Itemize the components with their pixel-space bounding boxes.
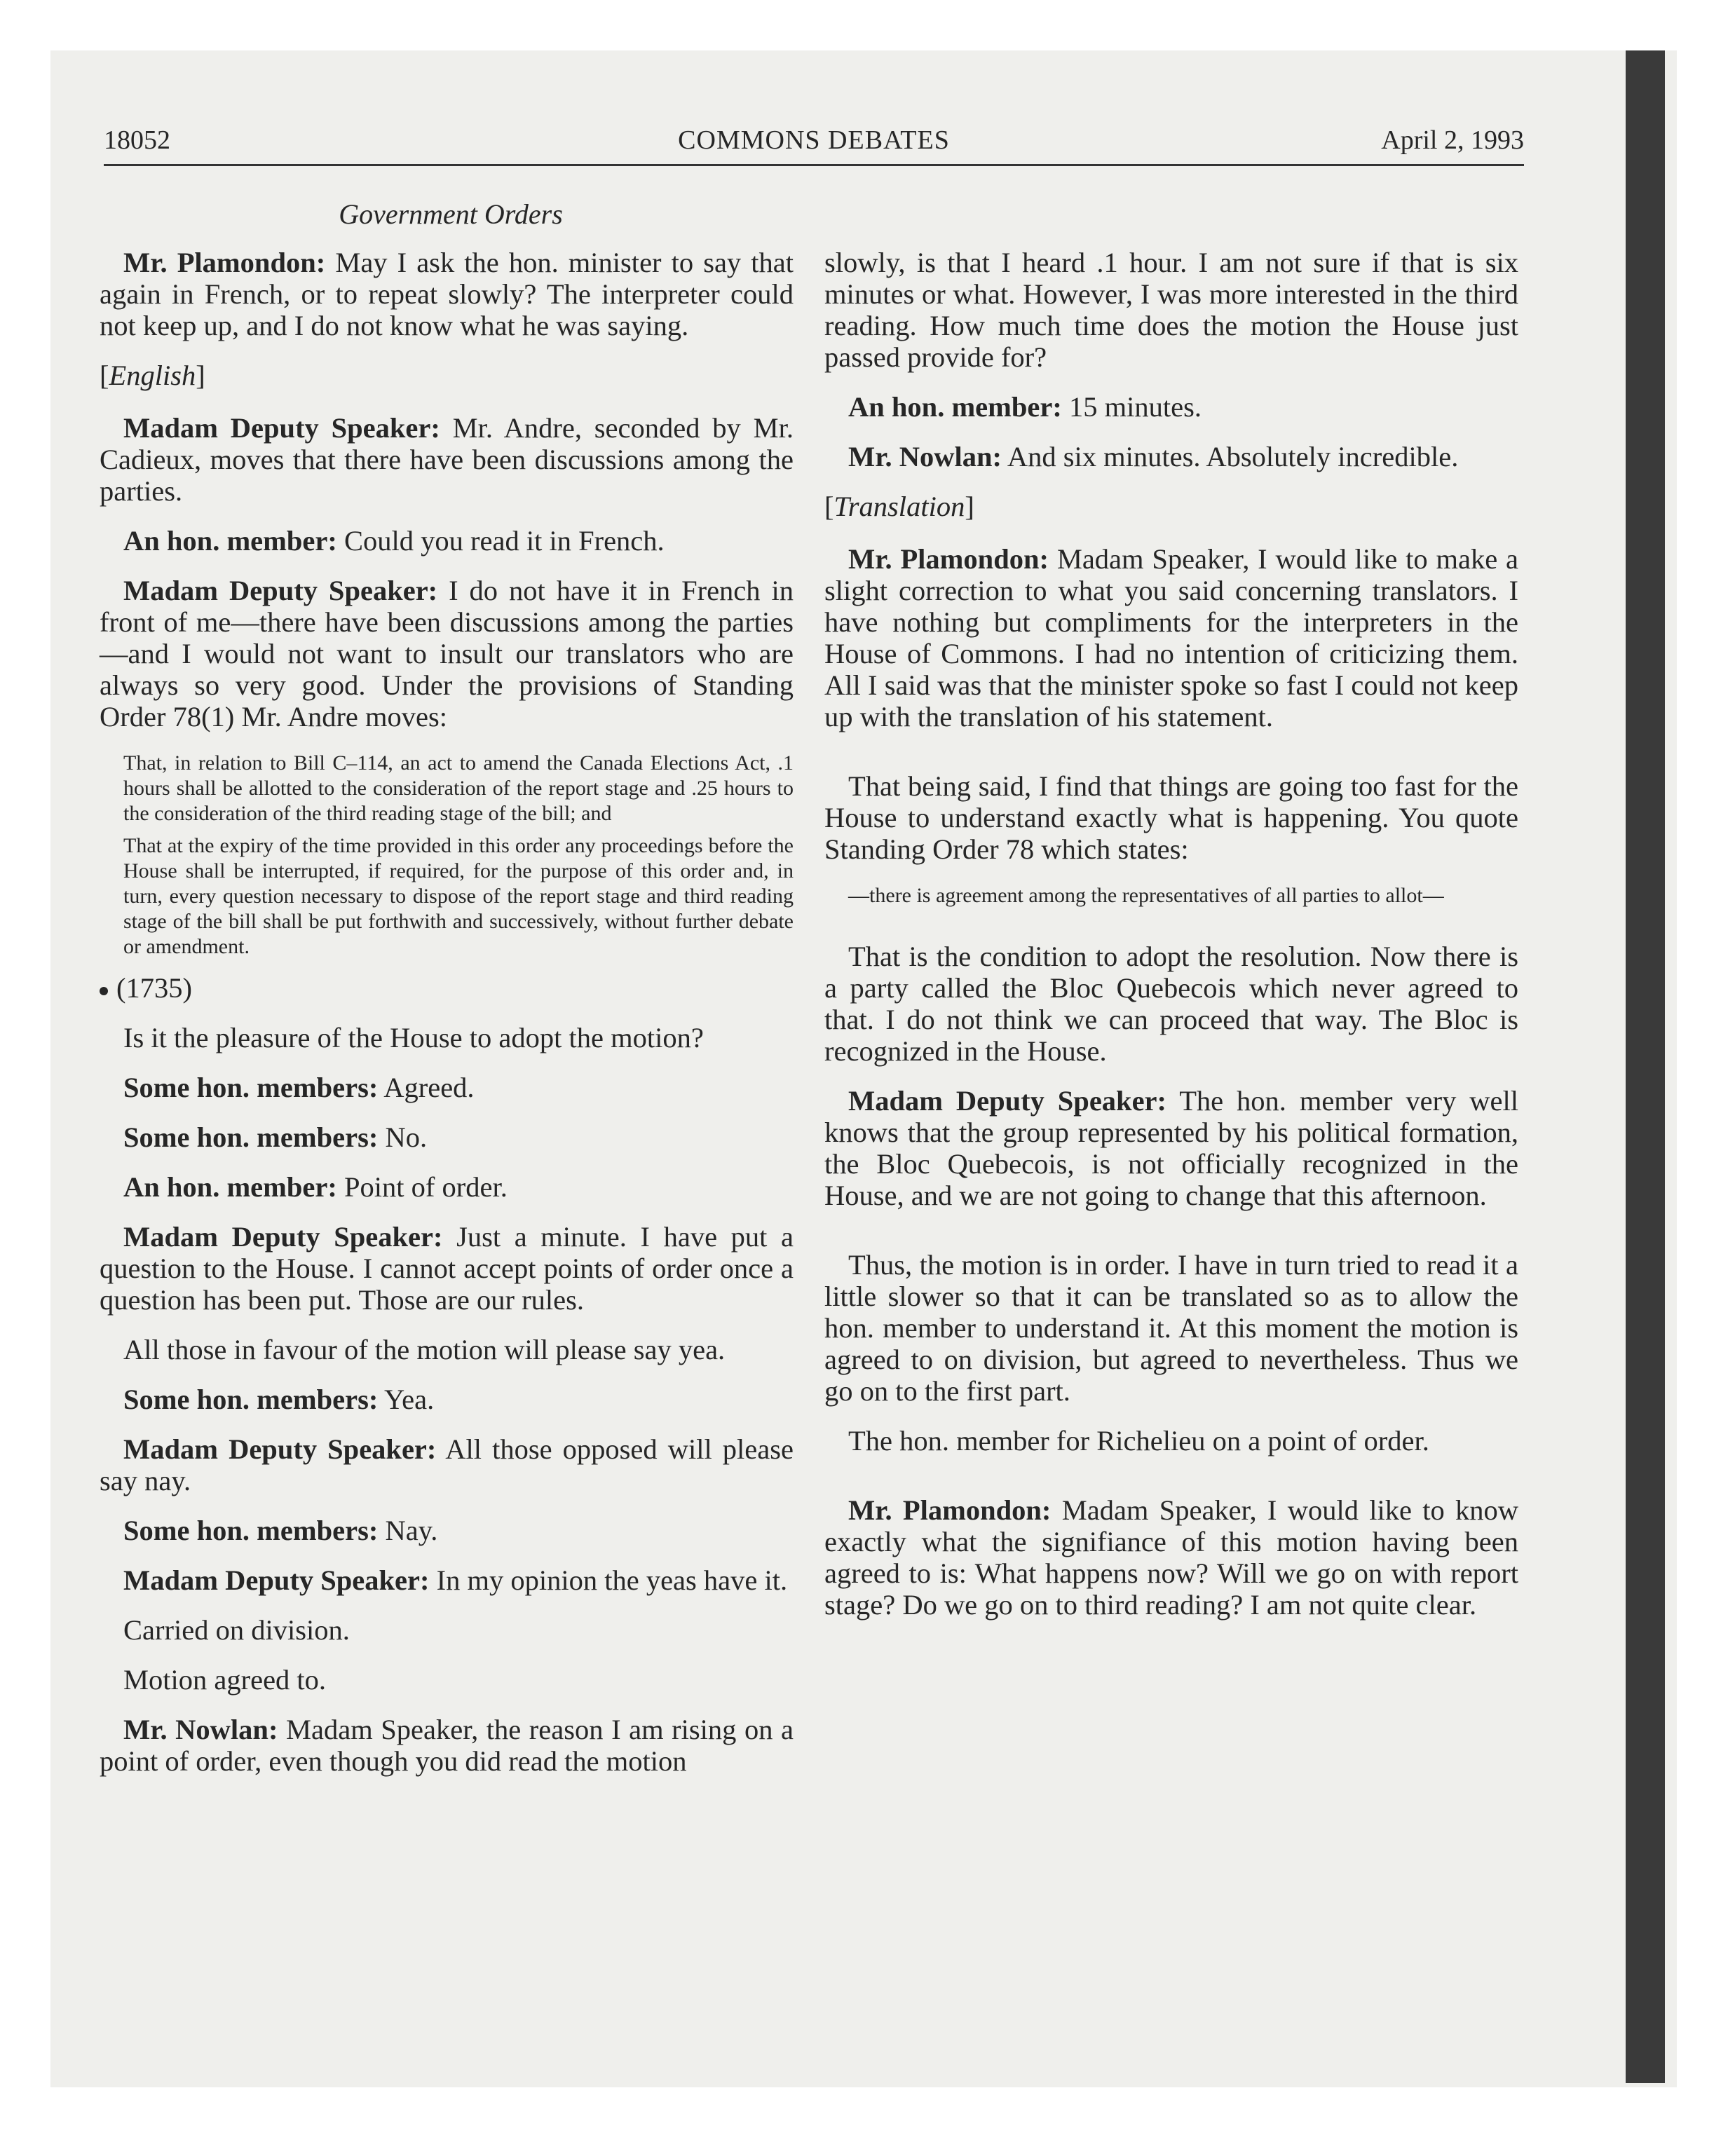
speech-paragraph xyxy=(100,1221,794,1316)
speaker-name: Mr. Nowlan: xyxy=(123,1714,278,1745)
page-number: 18052 xyxy=(104,125,170,155)
paragraph-gap xyxy=(824,921,1518,941)
paragraph: That being said, I find that things are going too fast for the House to understand exactly what is happening. You quote Standing Order 78 which states: xyxy=(824,770,1518,865)
paragraph-gap xyxy=(824,751,1518,770)
speech-paragraph xyxy=(100,575,794,732)
open-bracket: [ xyxy=(824,491,834,522)
speech-paragraph xyxy=(100,1121,794,1153)
speaker-name: Madam Deputy Speaker: xyxy=(123,1221,443,1253)
speech-paragraph xyxy=(824,543,1518,732)
speaker-name: Mr. Nowlan: xyxy=(848,441,1002,472)
timestamp xyxy=(100,972,794,1004)
paragraph-gap xyxy=(824,1229,1518,1249)
paragraph: All those in favour of the motion will please say yea. xyxy=(123,1334,726,1365)
speaker-name: An hon. member: xyxy=(123,1171,337,1203)
paragraph: The hon. member for Richelieu on a point of order. xyxy=(848,1425,1429,1456)
speaker-name: Madam Deputy Speaker: xyxy=(848,1085,1167,1117)
quote-paragraph: —there is agreement among the representatives of all parties to allot— xyxy=(848,884,1444,907)
speech-text: All those opposed will please say nay. xyxy=(100,1433,794,1496)
speech-text: May I ask the hon. minister to say that again in French, or to repeat slowly? The interpreter could not keep up, and I do not know what he was saying. xyxy=(100,247,794,341)
speech-paragraph xyxy=(100,1072,794,1103)
speech-text: In my opinion the yeas have it. xyxy=(429,1564,788,1596)
paragraph-gap xyxy=(824,1475,1518,1494)
speaker-name: Madam Deputy Speaker: xyxy=(123,1564,430,1596)
speaker-name: An hon. member: xyxy=(123,525,337,557)
timestamp-text: (1735) xyxy=(116,972,192,1004)
speech-paragraph xyxy=(100,1714,794,1777)
speech-paragraph xyxy=(824,391,1518,423)
open-bracket: [ xyxy=(100,360,109,391)
close-bracket: ] xyxy=(196,360,205,391)
paragraph: Carried on division. xyxy=(123,1614,350,1646)
speech-paragraph xyxy=(100,1171,794,1203)
quote-paragraph: That at the expiry of the time provided in this order any proceedings before the House shall be interrupted, if required, for the purpose of this order and, in turn, every question necessary to dispose of the report stage and third reading stage of the bill shall be put forthwith and successively, without further debate or amendment. xyxy=(123,834,794,958)
speech-paragraph xyxy=(100,412,794,507)
speaker-name: Madam Deputy Speaker: xyxy=(123,412,440,444)
speech-text: And six minutes. Absolutely incredible. xyxy=(1002,441,1459,472)
language-marker xyxy=(824,491,1518,522)
speech-paragraph xyxy=(824,1085,1518,1211)
speech-paragraph xyxy=(100,247,794,341)
speech-paragraph xyxy=(100,1433,794,1496)
quote-paragraph: That, in relation to Bill C–114, an act to amend the Canada Elections Act, .1 hours shall be allotted to the consideration of the report stage and .25 hours to the consideration of the third reading stage of the bill; and xyxy=(123,751,794,825)
speaker-name: Some hon. members: xyxy=(123,1072,379,1103)
speech-paragraph xyxy=(100,1515,794,1546)
issue-date: April 2, 1993 xyxy=(1381,125,1524,155)
language-name: Translation xyxy=(834,491,965,522)
paragraph: Thus, the motion is in order. I have in turn tried to read it a little slower so that it can be translated so as to allow the hon. member to understand it. At this moment the motion is agreed to on division, but agreed to nevertheless. Thus we go on to the first part. xyxy=(824,1249,1518,1407)
speech-paragraph xyxy=(100,525,794,557)
speaker-name: Madam Deputy Speaker: xyxy=(123,1433,437,1465)
speech-text: Nay. xyxy=(378,1515,438,1546)
speaker-name: Mr. Plamondon: xyxy=(123,247,326,278)
header-rule xyxy=(104,164,1524,166)
speech-paragraph xyxy=(824,1494,1518,1621)
speech-text: No. xyxy=(378,1121,428,1153)
speaker-name: Mr. Plamondon: xyxy=(848,543,1049,575)
speech-paragraph xyxy=(824,441,1518,472)
speech-paragraph xyxy=(100,1564,794,1596)
speech-text: Agreed. xyxy=(378,1072,475,1103)
speaker-name: Mr. Plamondon: xyxy=(848,1494,1052,1526)
speech-text: The hon. member very well knows that the group represented by his political formation, the Bloc Quebecois, is not officially recognized in the House, and we are not going to change that this afternoon. xyxy=(824,1085,1518,1211)
publication-title: COMMONS DEBATES xyxy=(678,125,950,155)
language-marker xyxy=(100,360,794,391)
quoted-motion xyxy=(824,883,1518,908)
close-bracket: ] xyxy=(965,491,974,522)
running-head xyxy=(104,121,1524,163)
speech-text: Yea. xyxy=(378,1384,435,1415)
speaker-name: An hon. member: xyxy=(848,391,1062,423)
scan-edge-shadow xyxy=(1626,50,1665,2083)
right-column xyxy=(824,247,1518,1639)
speaker-name: Some hon. members: xyxy=(123,1121,379,1153)
paragraph: Motion agreed to. xyxy=(123,1664,327,1696)
speech-text: Madam Speaker, I would like to make a slight correction to what you said concerning translators. I have nothing but compliments for the interpreters in the House of Commons. I had no intention of criticizing them. All I said was that the minister spoke so fast I could not keep up with the translation of his statement. xyxy=(824,543,1518,732)
speech-text: Mr. Andre, seconded by Mr. Cadieux, moves that there have been discussions among the parties. xyxy=(100,412,794,507)
speech-paragraph xyxy=(100,1384,794,1415)
speech-text: Could you read it in French. xyxy=(336,525,665,557)
speaker-name: Madam Deputy Speaker: xyxy=(123,575,438,606)
speaker-name: Some hon. members: xyxy=(123,1384,379,1415)
quoted-motion xyxy=(100,751,794,960)
paragraph: That is the condition to adopt the resolution. Now there is a party called the Bloc Quebecois which never agreed to that. I do not think we can proceed that way. The Bloc is recognized in the House. xyxy=(824,941,1518,1067)
language-name: English xyxy=(109,360,196,391)
speech-text: Just a minute. I have put a question to the House. I cannot accept points of order once a question has been put. Those are our rules. xyxy=(100,1221,794,1316)
speech-text: Madam Speaker, the reason I am rising on a point of order, even though you did read the motion xyxy=(100,1714,794,1777)
speaker-name: Some hon. members: xyxy=(123,1515,379,1546)
speech-text: 15 minutes. xyxy=(1061,391,1202,423)
paragraph: Is it the pleasure of the House to adopt the motion? xyxy=(123,1022,704,1053)
bullet-icon xyxy=(100,987,108,995)
section-label: Government Orders xyxy=(339,198,563,230)
speech-text: I do not have it in French in front of me—there have been discussions among the parties—and I would not want to insult our translators who are always so very good. Under the provisions of Standing Order 78(1) Mr. Andre moves: xyxy=(100,575,794,732)
continued-paragraph: slowly, is that I heard .1 hour. I am not sure if that is six minutes or what. However, I was more interested in the third reading. How much time does the motion the House just passed provide for? xyxy=(824,247,1518,373)
speech-text: Point of order. xyxy=(336,1171,508,1203)
left-column xyxy=(100,247,794,1795)
speech-text: Madam Speaker, I would like to know exactly what the signifiance of this motion having been agreed to is: What happens now? Will we go on with report stage? Do we go on to third reading? I am not quite clear. xyxy=(824,1494,1519,1621)
